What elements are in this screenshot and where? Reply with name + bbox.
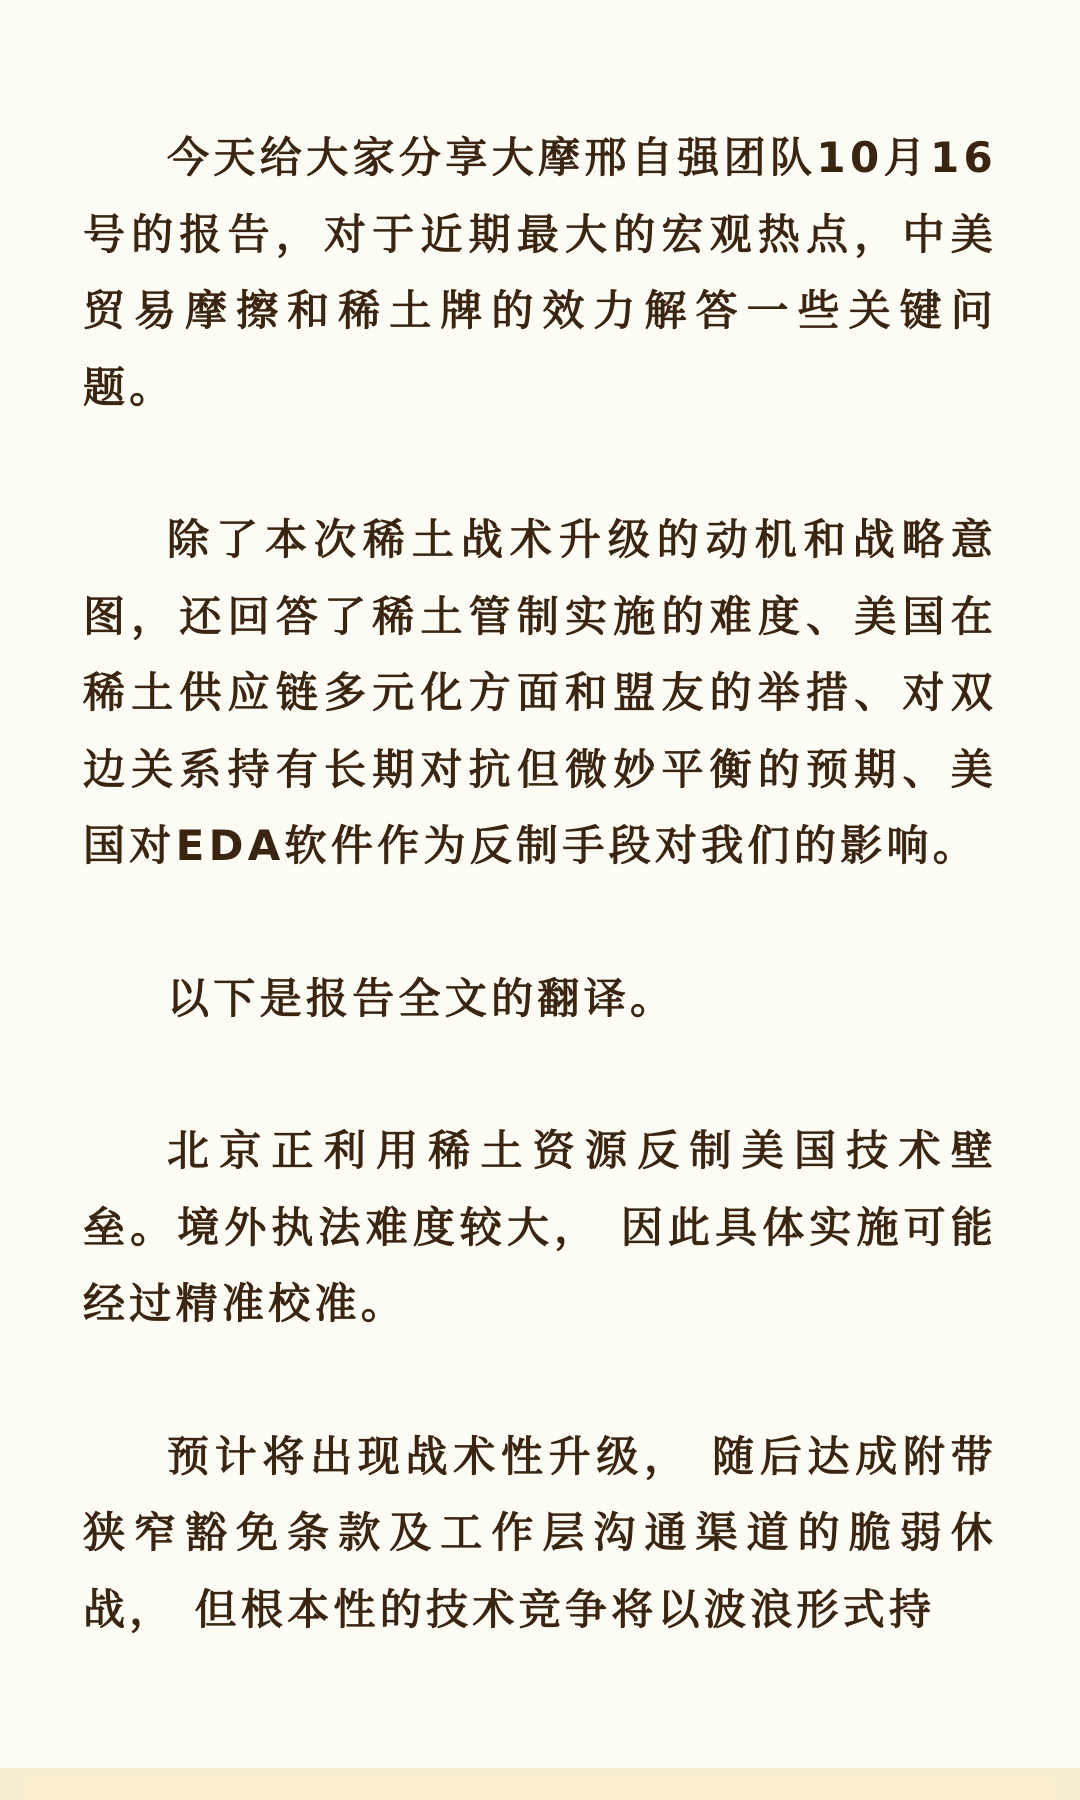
bottom-card-edge: [0, 1768, 1080, 1800]
bottom-card-top: [22, 1774, 1058, 1800]
paragraph-translation-note: 以下是报告全文的翻译。: [167, 973, 677, 1023]
paragraph-outlook: 预计将出现战术性升级， 随后达成附带狭窄豁免条款及工作层沟通渠道的脆弱休战， 但根本性的技术竞争将以波浪形式持: [83, 1431, 997, 1634]
paragraph-intro: 今天给大家分享大摩邢自强团队10月16号的报告，对于近期最大的宏观热点，中美贸易摩擦和稀土牌的效力解答一些关键问题。: [83, 133, 997, 412]
paragraph-summary: 除了本次稀土战术升级的动机和战略意图，还回答了稀土管制实施的难度、美国在稀土供应链多元化方面和盟友的举措、对双边关系持有长期对抗但微妙平衡的预期、美国对EDA软件作为反制手段对我们的影响。: [83, 515, 997, 870]
paragraph-rare-earth: 北京正利用稀土资源反制美国技术壁垒。境外执法难度较大， 因此具体实施可能经过精准校准。: [83, 1126, 997, 1328]
article-body: [83, 120, 997, 1648]
